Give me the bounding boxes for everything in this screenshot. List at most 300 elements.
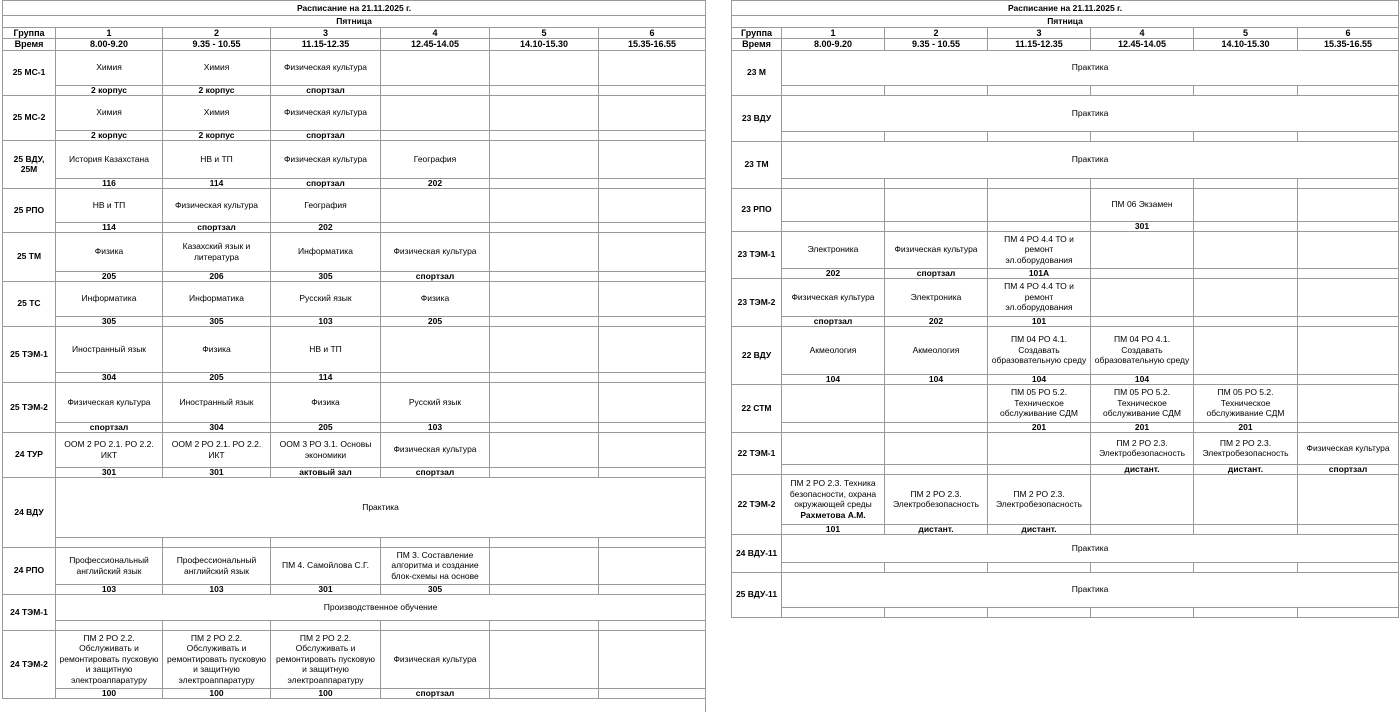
room-cell: 201 — [988, 422, 1091, 432]
pair-number-header: 2 — [885, 27, 988, 39]
pair-time-header: 14.10-15.30 — [490, 39, 599, 51]
room-cell — [988, 131, 1091, 141]
subject-cell — [1298, 432, 1399, 464]
subject-cell — [599, 232, 706, 271]
room-cell — [490, 688, 599, 698]
room-row — [732, 316, 1399, 326]
subject-cell — [1194, 231, 1298, 268]
subject-cell — [599, 432, 706, 467]
room-cell — [381, 620, 490, 630]
subject-cell — [163, 547, 271, 584]
room-row — [3, 688, 706, 698]
group-name: 22 ВДУ — [732, 326, 782, 384]
pair-time-header: 11.15-12.35 — [988, 39, 1091, 51]
subject-text: ПМ 05 РО 5.2. Техническое обслуживание СДМ — [1000, 387, 1078, 419]
room-cell — [599, 222, 706, 232]
group-row — [3, 432, 706, 467]
subject-cell — [599, 382, 706, 422]
pair-time-header: 9.35 - 10.55 — [885, 39, 988, 51]
room-cell — [988, 85, 1091, 95]
subject-cell — [163, 95, 271, 130]
room-cell — [1194, 607, 1298, 617]
room-cell: 101 — [988, 316, 1091, 326]
subject-text: Физическая культура — [393, 444, 477, 455]
room-cell: 114 — [56, 222, 163, 232]
group-name: 23 ТМ — [732, 141, 782, 188]
subject-text: Физическая культура — [67, 396, 151, 407]
schedule-sheet-right — [731, 0, 1398, 618]
subject-cell — [1091, 188, 1194, 221]
subject-text: Акмеология — [809, 344, 857, 355]
room-cell — [988, 464, 1091, 474]
room-cell — [56, 620, 163, 630]
room-cell — [782, 85, 885, 95]
group-name: 24 ВДУ-11 — [732, 534, 782, 572]
subject-cell — [988, 278, 1091, 316]
subject-cell — [163, 630, 271, 688]
group-name: 25 РПО — [3, 188, 56, 232]
room-row — [732, 562, 1399, 572]
room-cell — [490, 620, 599, 630]
room-row — [3, 316, 706, 326]
subject-cell — [490, 547, 599, 584]
room-cell — [490, 422, 599, 432]
room-cell — [1194, 268, 1298, 278]
subject-cell — [490, 232, 599, 271]
room-cell: спортзал — [381, 467, 490, 477]
room-cell — [1194, 178, 1298, 188]
subject-cell — [599, 281, 706, 316]
room-cell: 301 — [271, 584, 381, 594]
subject-cell — [782, 326, 885, 374]
room-cell — [490, 372, 599, 382]
room-cell: 205 — [271, 422, 381, 432]
room-cell: 101А — [988, 268, 1091, 278]
subject-text: ПМ 05 РО 5.2. Техническое обслуживание СДМ — [1103, 387, 1181, 419]
subject-text: Казахский язык и литература — [182, 241, 251, 262]
room-cell: 103 — [163, 584, 271, 594]
room-cell — [163, 537, 271, 547]
pair-time-header: 14.10-15.30 — [1194, 39, 1298, 51]
room-cell — [163, 620, 271, 630]
room-row — [3, 222, 706, 232]
group-row — [3, 547, 706, 584]
room-cell — [782, 178, 885, 188]
subject-cell — [56, 232, 163, 271]
subject-cell — [163, 432, 271, 467]
room-cell: спортзал — [163, 222, 271, 232]
subject-text: Профессиональный английский язык — [69, 555, 149, 576]
room-cell: спортзал — [56, 422, 163, 432]
pair-time-header: 12.45-14.05 — [381, 39, 490, 51]
room-cell: 202 — [381, 178, 490, 188]
room-cell — [490, 271, 599, 281]
weekday-label: Пятница — [732, 16, 1399, 28]
room-cell — [381, 537, 490, 547]
schedule-title: Расписание на 21.11.2025 г. — [732, 1, 1399, 16]
room-cell — [599, 422, 706, 432]
room-cell — [782, 422, 885, 432]
room-cell: 205 — [56, 271, 163, 281]
room-row — [3, 584, 706, 594]
subject-cell — [381, 232, 490, 271]
subject-cell — [56, 188, 163, 222]
group-name: 24 ТУР — [3, 432, 56, 477]
room-cell — [1194, 374, 1298, 384]
room-cell — [490, 316, 599, 326]
subject-cell — [988, 384, 1091, 422]
subject-cell — [1298, 384, 1399, 422]
room-cell: 301 — [1091, 221, 1194, 231]
schedule-table-left — [2, 0, 706, 699]
room-row — [3, 467, 706, 477]
subject-cell — [163, 232, 271, 271]
room-cell — [1194, 562, 1298, 572]
subject-cell — [885, 326, 988, 374]
pair-time-header: 9.35 - 10.55 — [163, 39, 271, 51]
room-cell: 201 — [1091, 422, 1194, 432]
room-cell — [490, 85, 599, 95]
group-name: 24 ВДУ — [3, 477, 56, 547]
pair-number-header: 5 — [1194, 27, 1298, 39]
subject-cell — [56, 281, 163, 316]
room-cell — [782, 131, 885, 141]
subject-text: ПМ 4 РО 4.4 ТО и ремонт эл.оборудования — [1004, 281, 1074, 313]
room-cell — [988, 221, 1091, 231]
merged-activity-cell: Производственное обучение — [56, 594, 706, 620]
subject-cell — [490, 630, 599, 688]
subject-text: Информатика — [81, 293, 137, 304]
group-row — [3, 95, 706, 130]
room-cell — [599, 372, 706, 382]
pair-number-header: 4 — [381, 27, 490, 39]
subject-cell — [271, 50, 381, 85]
room-cell — [599, 271, 706, 281]
subject-text: ПМ 2 РО 2.3. Техника безопасности, охрана окружающей среды — [789, 478, 877, 509]
room-cell: 104 — [1091, 374, 1194, 384]
room-row — [732, 131, 1399, 141]
weekday-label: Пятница — [3, 16, 706, 28]
subject-text: Физическая культура — [283, 62, 368, 73]
room-cell — [782, 221, 885, 231]
room-cell: 304 — [163, 422, 271, 432]
room-cell: спортзал — [1298, 464, 1399, 474]
subject-cell — [988, 474, 1091, 524]
room-row — [732, 374, 1399, 384]
room-row — [3, 178, 706, 188]
pair-time-header: 12.45-14.05 — [1091, 39, 1194, 51]
subject-cell — [490, 432, 599, 467]
subject-text: ПМ 2 РО 2.3. Электробезопасность — [1098, 437, 1186, 458]
subject-text: ПМ 2 РО 2.2. Обслуживать и ремонтировать пусковую и защитную электроаппаратуру — [59, 632, 159, 685]
subject-text: Русский язык — [408, 396, 462, 407]
room-cell: спортзал — [271, 130, 381, 140]
subject-text: История Казахстана — [69, 153, 149, 164]
room-cell: дистант. — [1194, 464, 1298, 474]
room-cell — [885, 85, 988, 95]
room-cell — [56, 537, 163, 547]
subject-text: ООМ 3 РО 3.1. Основы экономики — [279, 439, 372, 460]
room-cell: 2 корпус — [163, 130, 271, 140]
subject-cell — [271, 140, 381, 178]
subject-cell — [271, 281, 381, 316]
subject-cell — [1298, 474, 1399, 524]
subject-cell — [271, 630, 381, 688]
room-cell: 114 — [163, 178, 271, 188]
room-cell — [381, 130, 490, 140]
room-cell: 202 — [782, 268, 885, 278]
room-cell — [1298, 178, 1399, 188]
room-cell: 103 — [271, 316, 381, 326]
room-cell — [381, 372, 490, 382]
subject-text: ПМ 2 РО 2.3. Электробезопасность — [1202, 437, 1289, 458]
group-row — [3, 140, 706, 178]
room-cell: спортзал — [271, 85, 381, 95]
pair-time-header: 8.00-9.20 — [56, 39, 163, 51]
room-cell — [1298, 562, 1399, 572]
room-cell — [988, 178, 1091, 188]
room-cell: 202 — [885, 316, 988, 326]
subject-cell — [599, 95, 706, 130]
subject-text: ПМ 2 РО 2.2. Обслуживать и ремонтировать пусковую и защитную электроаппаратуру — [276, 632, 375, 685]
subject-cell — [271, 188, 381, 222]
group-name: 25 ВДУ-11 — [732, 572, 782, 617]
room-row — [732, 268, 1399, 278]
subject-text: ПМ 04 РО 4.1. Создавать образовательную среду — [1094, 334, 1190, 366]
group-name: 23 ВДУ — [732, 95, 782, 141]
subject-cell — [599, 326, 706, 372]
subject-cell — [163, 382, 271, 422]
room-cell: 103 — [381, 422, 490, 432]
subject-text: Химия — [203, 62, 230, 73]
room-cell — [1298, 422, 1399, 432]
group-name: 23 РПО — [732, 188, 782, 231]
room-cell — [599, 584, 706, 594]
room-cell: спортзал — [381, 688, 490, 698]
group-row — [732, 572, 1399, 607]
room-row — [3, 130, 706, 140]
pair-time-header: 8.00-9.20 — [782, 39, 885, 51]
subject-cell — [1194, 278, 1298, 316]
room-cell: 301 — [163, 467, 271, 477]
room-cell — [1298, 221, 1399, 231]
subject-cell — [271, 382, 381, 422]
subject-cell — [381, 432, 490, 467]
subject-cell — [1091, 432, 1194, 464]
subject-cell — [599, 547, 706, 584]
room-cell — [1298, 316, 1399, 326]
room-cell — [599, 316, 706, 326]
subject-text: НВ и ТП — [200, 153, 233, 164]
room-cell — [1298, 85, 1399, 95]
group-name: 22 ТЭМ-2 — [732, 474, 782, 534]
room-cell — [381, 85, 490, 95]
subject-cell — [1194, 432, 1298, 464]
room-cell — [1091, 524, 1194, 534]
subject-text: ПМ 3. Составление алгоритма и создание блок-схемы на основе — [391, 549, 479, 581]
room-cell — [1194, 85, 1298, 95]
subject-cell — [1298, 278, 1399, 316]
subject-cell — [490, 140, 599, 178]
subject-text: Электроника — [910, 291, 962, 302]
group-row — [732, 231, 1399, 268]
subject-cell — [56, 326, 163, 372]
subject-cell — [782, 278, 885, 316]
subject-text: Физическая культура — [283, 107, 368, 118]
subject-cell — [1091, 231, 1194, 268]
room-cell: 301 — [56, 467, 163, 477]
subject-text: Физическая культура — [894, 244, 978, 255]
room-cell: 201 — [1194, 422, 1298, 432]
room-cell: 116 — [56, 178, 163, 188]
subject-cell — [56, 95, 163, 130]
merged-activity-cell: Практика — [782, 534, 1399, 562]
room-row — [732, 607, 1399, 617]
subject-cell — [56, 50, 163, 85]
group-name: 23 ТЭМ-2 — [732, 278, 782, 326]
room-cell — [885, 464, 988, 474]
group-name: 25 ТС — [3, 281, 56, 326]
room-cell — [988, 562, 1091, 572]
subject-text: Иностранный язык — [179, 396, 254, 407]
room-cell — [1194, 131, 1298, 141]
subject-text: Информатика — [189, 293, 244, 304]
schedule-sheet-left — [2, 0, 705, 699]
subject-cell — [988, 326, 1091, 374]
room-cell: 305 — [163, 316, 271, 326]
room-cell — [1298, 374, 1399, 384]
subject-cell — [163, 326, 271, 372]
group-row — [3, 232, 706, 271]
subject-cell — [381, 281, 490, 316]
subject-cell — [1298, 231, 1399, 268]
room-cell — [1194, 221, 1298, 231]
room-cell — [271, 620, 381, 630]
room-cell — [1091, 131, 1194, 141]
room-cell: 202 — [271, 222, 381, 232]
subject-cell — [490, 50, 599, 85]
room-cell — [599, 537, 706, 547]
group-row — [732, 432, 1399, 464]
room-cell: 304 — [56, 372, 163, 382]
room-row — [732, 85, 1399, 95]
room-cell — [490, 467, 599, 477]
subject-cell — [381, 630, 490, 688]
group-row — [3, 188, 706, 222]
room-cell — [490, 178, 599, 188]
subject-cell — [381, 382, 490, 422]
room-cell — [1298, 131, 1399, 141]
room-row — [732, 422, 1399, 432]
pair-number-header: 2 — [163, 27, 271, 39]
subject-text: НВ и ТП — [309, 343, 342, 354]
room-cell — [1091, 85, 1194, 95]
subject-cell — [381, 140, 490, 178]
room-cell: 104 — [988, 374, 1091, 384]
room-cell: 2 корпус — [163, 85, 271, 95]
subject-text: Акмеология — [912, 344, 960, 355]
subject-text: Физика — [311, 396, 340, 407]
subject-text: ООМ 2 РО 2.1. РО 2.2. ИКТ — [64, 439, 154, 460]
subject-cell — [271, 547, 381, 584]
room-cell: дистант. — [988, 524, 1091, 534]
teacher-name: Рахметова А.М. — [800, 509, 866, 520]
room-cell — [782, 607, 885, 617]
room-cell — [490, 537, 599, 547]
room-cell — [1298, 268, 1399, 278]
subject-cell — [490, 382, 599, 422]
subject-cell — [599, 188, 706, 222]
subject-cell — [782, 231, 885, 268]
room-row — [3, 372, 706, 382]
room-cell — [885, 178, 988, 188]
group-row — [732, 50, 1399, 85]
room-cell — [885, 422, 988, 432]
subject-text: ПМ 05 РО 5.2. Техническое обслуживание СДМ — [1206, 387, 1285, 419]
subject-cell — [163, 188, 271, 222]
room-cell: 100 — [56, 688, 163, 698]
merged-activity-cell: Практика — [782, 95, 1399, 131]
room-cell: дистант. — [1091, 464, 1194, 474]
room-row — [732, 464, 1399, 474]
room-cell: 104 — [885, 374, 988, 384]
room-cell — [1091, 316, 1194, 326]
subject-cell — [271, 95, 381, 130]
subject-text: География — [304, 199, 347, 210]
room-cell: 114 — [271, 372, 381, 382]
room-cell: 205 — [381, 316, 490, 326]
room-cell — [1091, 178, 1194, 188]
merged-activity-cell: Практика — [782, 50, 1399, 85]
subject-cell — [381, 188, 490, 222]
subject-text: Физическая культура — [1306, 442, 1390, 453]
room-row — [3, 271, 706, 281]
room-cell — [381, 222, 490, 232]
subject-cell — [490, 188, 599, 222]
room-cell: спортзал — [381, 271, 490, 281]
room-cell — [599, 85, 706, 95]
subject-text: Физическая культура — [393, 653, 477, 664]
group-row — [3, 477, 706, 537]
subject-text: Иностранный язык — [71, 343, 147, 354]
merged-activity-cell: Практика — [56, 477, 706, 537]
group-column-header: Группа — [732, 27, 782, 39]
subject-cell — [782, 188, 885, 221]
subject-text: Физическая культура — [283, 153, 368, 164]
room-cell — [271, 537, 381, 547]
pair-number-header: 5 — [490, 27, 599, 39]
subject-cell — [163, 281, 271, 316]
pair-time-header: 15.35-16.55 — [1298, 39, 1399, 51]
pair-number-header: 4 — [1091, 27, 1194, 39]
pair-time-header: 11.15-12.35 — [271, 39, 381, 51]
subject-text: ООМ 2 РО 2.1. РО 2.2. ИКТ — [171, 439, 262, 460]
pair-number-header: 1 — [56, 27, 163, 39]
subject-text: Физическая культура — [174, 199, 259, 210]
room-cell — [1194, 524, 1298, 534]
room-cell — [885, 131, 988, 141]
subject-text: Химия — [96, 62, 122, 73]
room-cell: актовый зал — [271, 467, 381, 477]
subject-cell — [1194, 326, 1298, 374]
group-name: 23 М — [732, 50, 782, 95]
merged-activity-cell: Практика — [782, 141, 1399, 178]
subject-cell — [599, 630, 706, 688]
subject-text: ПМ 4. Самойлова С.Г. — [281, 560, 369, 571]
subject-cell — [782, 432, 885, 464]
pair-number-header: 3 — [271, 27, 381, 39]
room-cell: 101 — [782, 524, 885, 534]
